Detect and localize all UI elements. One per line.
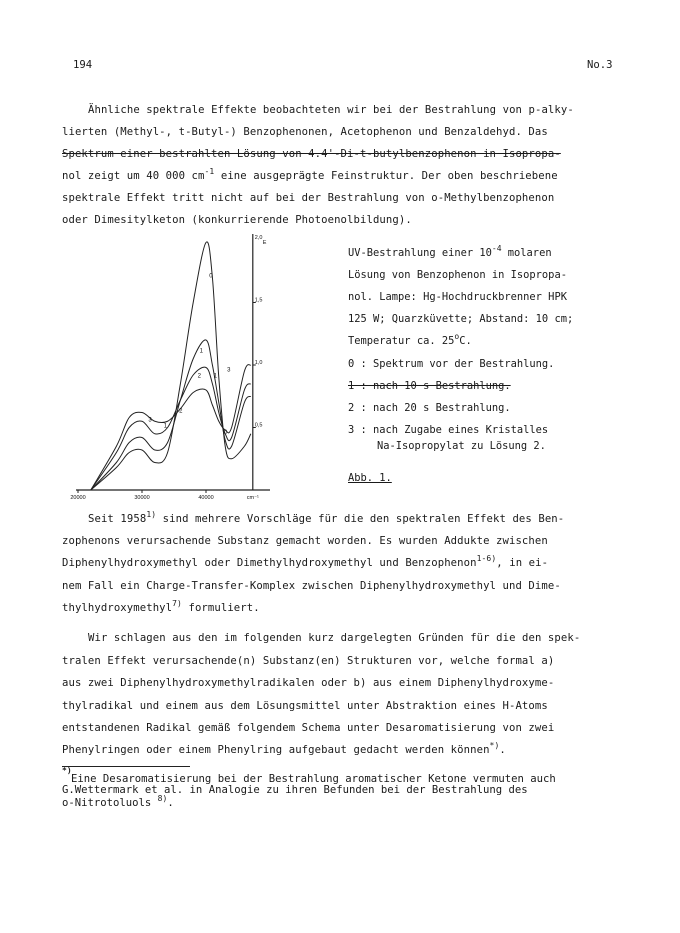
curve-0	[91, 242, 251, 490]
chart-axes	[76, 234, 270, 493]
curve-label: 2	[179, 408, 183, 415]
spectrum-chart	[70, 228, 305, 503]
footnote-rule	[62, 766, 190, 767]
figure-label: Abb. 1.	[348, 472, 392, 484]
curve-label: 2	[197, 373, 202, 380]
x-unit-label: cm⁻¹	[246, 495, 259, 501]
para3-line6: Phenylringen oder einem Phenylring aufgebaut gedacht werden können*).	[62, 741, 506, 756]
caption-line3: nol. Lampe: Hg-Hochdruckbrenner HPK	[348, 291, 567, 303]
curve-label: 1	[163, 423, 168, 430]
footnote-line3: o-Nitrotoluols $^{8)}$.	[62, 794, 174, 809]
chart-curves	[91, 242, 251, 490]
issue-number: No.3	[587, 59, 613, 71]
para2-line1: Seit 1958$^{1)}$ sind mehrere Vorschläge für die den spektralen Effekt des Ben-	[88, 510, 565, 525]
y-tick-label: 1,5	[254, 297, 263, 304]
para1-line2: lierten (Methyl-, t-Butyl-) Benzophenonen, Acetophenon und Benzaldehyd. Das	[62, 126, 548, 138]
caption-line2: Lösung von Benzophenon in Isopropa-	[348, 269, 567, 281]
curve-1	[91, 340, 251, 490]
curve-label: 0	[223, 429, 228, 436]
para1-line5: spektrale Effekt tritt nicht auf bei der Bestrahlung von o-Methylbenzophenon	[62, 192, 555, 204]
x-tick-label: 30000	[134, 495, 150, 501]
y-top-label: 2,0	[254, 235, 263, 241]
para1-line4: nol zeigt um 40 000 $cm^{-1}$ eine ausgeprägte Feinstruktur. Der oben beschriebene	[62, 167, 558, 182]
curve-label: 1	[213, 373, 218, 380]
x-tick-label: 20000	[70, 495, 86, 501]
para1-line3: Spektrum einer bestrahlten Lösung von 4.4'-Di-t-butylbenzophenon in Isopropa-	[62, 148, 561, 160]
caption-line5: Temperatur ca. 25$^o$C.	[348, 332, 472, 347]
para3-line2: tralen Effekt verursachende(n) Substanz(en) Strukturen vor, welche formal a)	[62, 655, 555, 667]
y-unit-label: E	[262, 240, 267, 246]
para3-line4: thylradikal und einem aus dem Lösungsmittel unter Abstraktion eines H-Atoms	[62, 700, 548, 712]
caption-line10: Na-Isopropylat zu Lösung 2.	[377, 440, 546, 452]
para3-line1: Wir schlagen aus den im folgenden kurz dargelegten Gründen für die den spek-	[88, 632, 581, 644]
para1-line6: oder Dimesitylketon (konkurrierende Photoenolbildung).	[62, 214, 412, 226]
para3-line5: entstandenen Radikal gemäß folgendem Schema unter Desaromatisierung von zwei	[62, 722, 555, 734]
footnote-marker: *)	[62, 766, 72, 775]
x-tick-label: 40000	[198, 495, 214, 501]
curve-label: 3	[227, 367, 231, 374]
y-tick-label: 0,5	[254, 422, 263, 429]
para2-line3: Diphenylhydroxymethyl oder Dimethylhydroxymethyl und Benzophenon$^{1-6)}$, in ei-	[62, 554, 549, 569]
caption-line7: 1 : nach 10 s Bestrahlung.	[348, 380, 511, 392]
y-tick-label: 1,0	[254, 360, 263, 366]
para2-line5: thylhydroxymethyl$^{7)}$ formuliert.	[62, 599, 260, 614]
curve-2	[91, 367, 251, 490]
para1-line1: Ähnliche spektrale Effekte beobachteten wir bei der Bestrahlung von p-alky-	[88, 104, 574, 116]
curve-3	[91, 365, 251, 490]
caption-line8: 2 : nach 20 s Bestrahlung.	[348, 402, 511, 414]
para2-line2: zophenons verursachende Substanz gemacht worden. Es wurden Addukte zwischen	[62, 535, 548, 547]
curve-label: 3	[148, 417, 152, 424]
para3-line3: aus zwei Diphenylhydroxymethylradikalen oder b) aus einem Diphenylhydroxyme-	[62, 677, 555, 689]
page-number: 194	[73, 59, 93, 71]
footnote-line1: Eine Desaromatisierung bei der Bestrahlung aromatischer Ketone vermuten auch	[71, 773, 556, 785]
curve-label: 0	[209, 273, 213, 280]
caption-line4: 125 W; Quarzküvette; Abstand: 10 cm;	[348, 313, 574, 325]
footnote-line2: G.Wettermark et al. in Analogie zu ihren Befunden bei der Bestrahlung des	[62, 784, 528, 796]
chart-tick-labels	[70, 235, 266, 501]
caption-line6: 0 : Spektrum vor der Bestrahlung.	[348, 358, 555, 370]
curve-label: 1	[199, 348, 203, 355]
caption-line1: UV-Bestrahlung einer $10^{-4}$ molaren	[348, 244, 552, 259]
para2-line4: nem Fall ein Charge-Transfer-Komplex zwischen Diphenylhydroxymethyl und Dime-	[62, 580, 561, 592]
caption-line9: 3 : nach Zugabe eines Kristalles	[348, 424, 549, 436]
